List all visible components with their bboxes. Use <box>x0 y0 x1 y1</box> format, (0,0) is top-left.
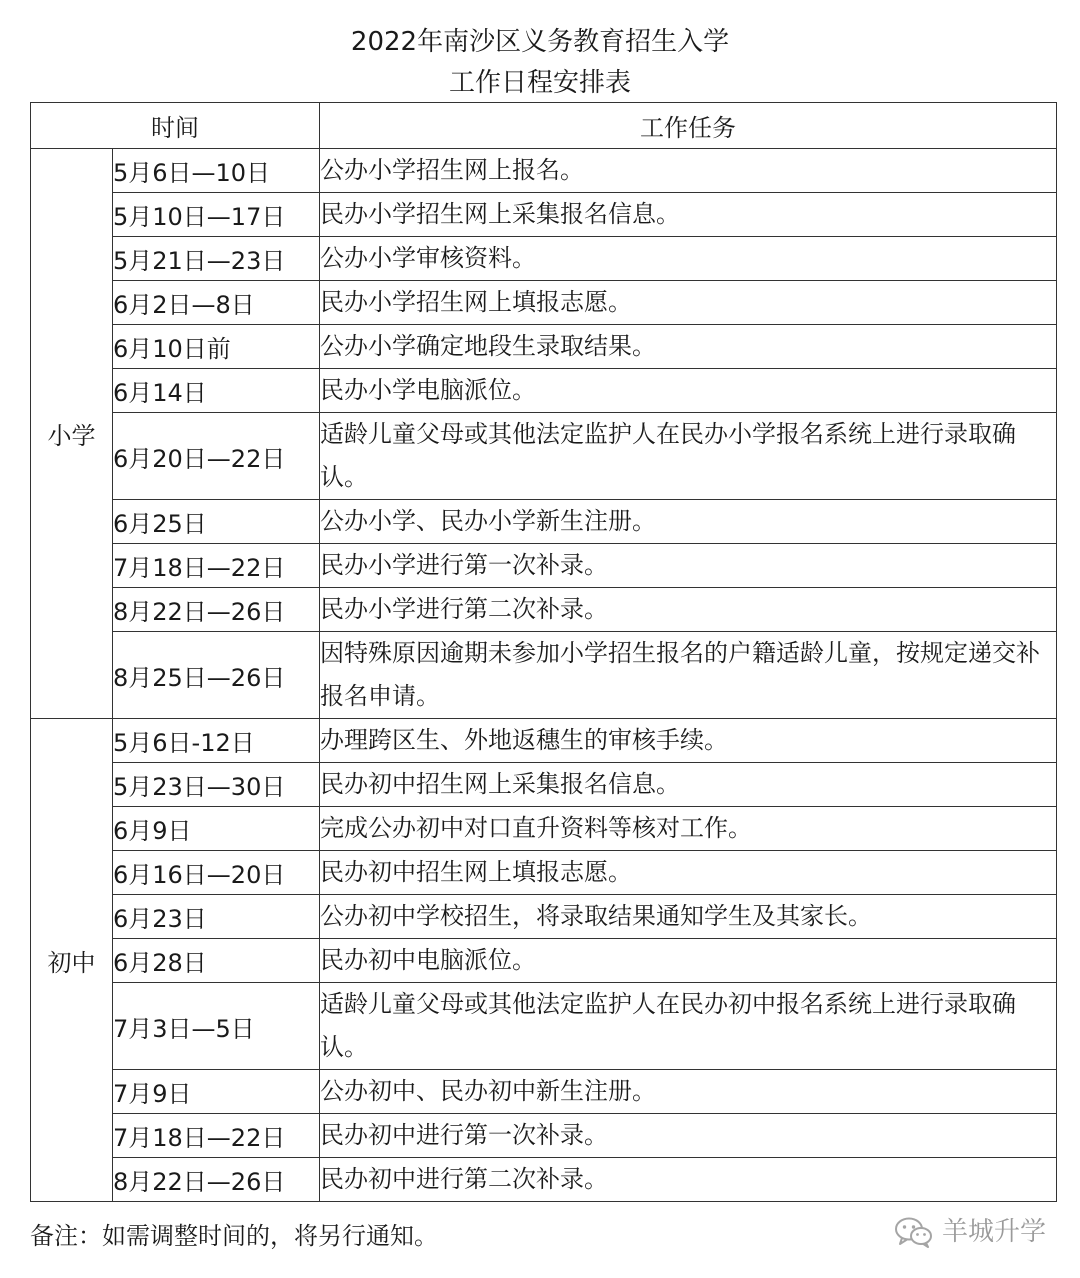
stage-cell: 小学 <box>31 149 113 719</box>
table-row <box>31 1158 1057 1202</box>
date-cell: 5月21日—23日 <box>113 237 320 281</box>
date-cell: 7月18日—22日 <box>113 1114 320 1158</box>
document-title: 2022年南沙区义务教育招生入学 <box>350 27 730 57</box>
task-cell: 公办小学招生网上报名。 <box>320 149 1057 193</box>
date-cell: 8月22日—26日 <box>113 588 320 632</box>
date-cell: 5月10日—17日 <box>113 193 320 237</box>
date-cell: 7月3日—5日 <box>113 983 320 1070</box>
schedule-table <box>30 102 1057 1202</box>
header-task: 工作任务 <box>320 103 1057 149</box>
task-cell: 民办小学进行第一次补录。 <box>320 544 1057 588</box>
date-cell: 5月23日—30日 <box>113 763 320 807</box>
task-cell: 民办小学招生网上填报志愿。 <box>320 281 1057 325</box>
task-cell: 民办小学招生网上采集报名信息。 <box>320 193 1057 237</box>
table-row <box>31 807 1057 851</box>
date-cell: 7月18日—22日 <box>113 544 320 588</box>
task-cell: 民办初中进行第一次补录。 <box>320 1114 1057 1158</box>
task-cell: 完成公办初中对口直升资料等核对工作。 <box>320 807 1057 851</box>
table-row <box>31 763 1057 807</box>
table-row <box>31 895 1057 939</box>
table-row <box>31 325 1057 369</box>
stage-cell: 初中 <box>31 719 113 1202</box>
date-cell: 6月16日—20日 <box>113 851 320 895</box>
task-cell: 民办初中进行第二次补录。 <box>320 1158 1057 1202</box>
table-row <box>31 1114 1057 1158</box>
table-row <box>31 413 1057 500</box>
date-cell: 6月25日 <box>113 500 320 544</box>
table-body <box>31 149 1057 1202</box>
task-cell: 民办初中招生网上采集报名信息。 <box>320 763 1057 807</box>
table-row <box>31 544 1057 588</box>
header-time: 时间 <box>31 103 320 149</box>
date-cell: 6月20日—22日 <box>113 413 320 500</box>
task-cell: 公办小学审核资料。 <box>320 237 1057 281</box>
table-row <box>31 193 1057 237</box>
date-cell: 6月28日 <box>113 939 320 983</box>
date-cell: 5月6日-12日 <box>113 719 320 763</box>
task-cell: 适龄儿童父母或其他法定监护人在民办初中报名系统上进行录取确认。 <box>320 983 1057 1070</box>
date-cell: 5月6日—10日 <box>113 149 320 193</box>
table-row <box>31 939 1057 983</box>
date-cell: 8月22日—26日 <box>113 1158 320 1202</box>
table-row <box>31 369 1057 413</box>
task-cell: 公办初中、民办初中新生注册。 <box>320 1070 1057 1114</box>
date-cell: 6月2日—8日 <box>113 281 320 325</box>
wechat-icon <box>894 1216 934 1248</box>
document-subtitle: 工作日程安排表 <box>448 68 631 98</box>
table-row <box>31 237 1057 281</box>
table-row <box>31 149 1057 193</box>
table-row <box>31 588 1057 632</box>
table-row <box>31 632 1057 719</box>
date-cell: 6月9日 <box>113 807 320 851</box>
table-row <box>31 500 1057 544</box>
task-cell: 适龄儿童父母或其他法定监护人在民办小学报名系统上进行录取确认。 <box>320 413 1057 500</box>
task-cell: 民办小学进行第二次补录。 <box>320 588 1057 632</box>
table-row <box>31 851 1057 895</box>
table-row <box>31 719 1057 763</box>
task-cell: 公办小学、民办小学新生注册。 <box>320 500 1057 544</box>
task-cell: 公办小学确定地段生录取结果。 <box>320 325 1057 369</box>
watermark <box>894 1212 1046 1252</box>
date-cell: 8月25日—26日 <box>113 632 320 719</box>
table-row <box>31 281 1057 325</box>
date-cell: 6月14日 <box>113 369 320 413</box>
task-cell: 民办小学电脑派位。 <box>320 369 1057 413</box>
watermark-text: 羊城升学 <box>941 1217 1046 1247</box>
table-header-row <box>31 103 1057 149</box>
task-cell: 民办初中电脑派位。 <box>320 939 1057 983</box>
task-cell: 民办初中招生网上填报志愿。 <box>320 851 1057 895</box>
task-cell: 公办初中学校招生，将录取结果通知学生及其家长。 <box>320 895 1057 939</box>
table-row <box>31 983 1057 1070</box>
date-cell: 6月10日前 <box>113 325 320 369</box>
date-cell: 6月23日 <box>113 895 320 939</box>
table-row <box>31 1070 1057 1114</box>
task-cell: 因特殊原因逾期未参加小学招生报名的户籍适龄儿童，按规定递交补报名申请。 <box>320 632 1057 719</box>
footnote: 备注：如需调整时间的，将另行通知。 <box>30 1222 438 1250</box>
date-cell: 7月9日 <box>113 1070 320 1114</box>
task-cell: 办理跨区生、外地返穗生的审核手续。 <box>320 719 1057 763</box>
